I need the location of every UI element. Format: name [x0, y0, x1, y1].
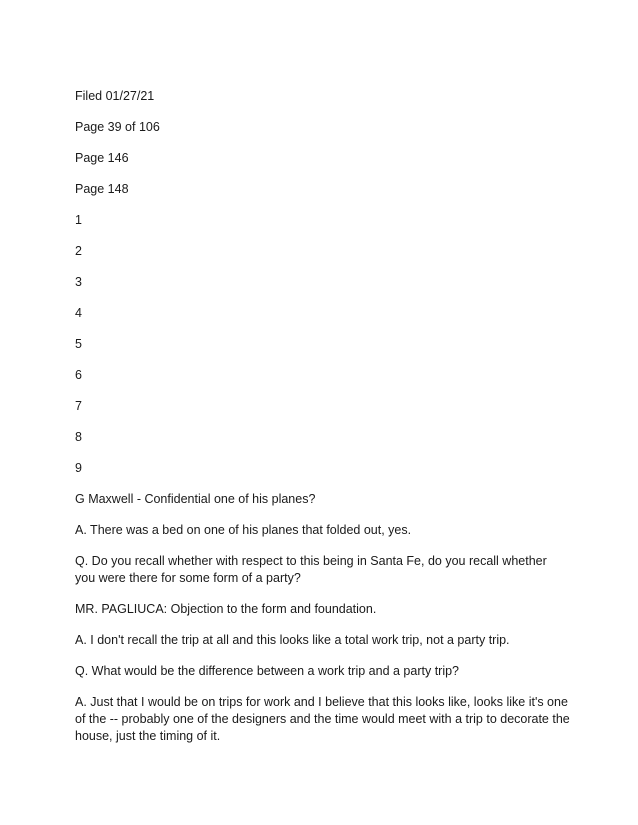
- page-start: Page 146: [75, 151, 129, 165]
- transcript-paragraph: A. There was a bed on one of his planes that folded out, yes.: [75, 523, 412, 537]
- page-of-count: Page 39 of 106: [75, 120, 160, 134]
- line-number: 5: [75, 337, 82, 351]
- page-end: Page 148: [75, 182, 129, 196]
- transcript-paragraph: A. I don't recall the trip at all and this looks like a total work trip, not a party trip.: [75, 633, 510, 647]
- transcript-paragraph: G Maxwell - Confidential one of his planes?: [75, 492, 316, 506]
- line-number: 4: [75, 306, 82, 320]
- line-number: 3: [75, 275, 82, 289]
- filed-date: Filed 01/27/21: [75, 89, 155, 103]
- line-number: 8: [75, 430, 82, 444]
- line-number: 6: [75, 368, 82, 382]
- line-number: 1: [75, 213, 82, 227]
- transcript-paragraph: Q. What would be the difference between a work trip and a party trip?: [75, 664, 460, 678]
- transcript-paragraph: MR. PAGLIUCA: Objection to the form and foundation.: [75, 602, 377, 616]
- line-number: 7: [75, 399, 82, 413]
- document-page: [75, 88, 570, 759]
- line-number: 2: [75, 244, 82, 258]
- line-number: 9: [75, 461, 82, 475]
- transcript-paragraph: Q. Do you recall whether with respect to this being in Santa Fe, do you recall whether you were there for some form of a party?: [75, 554, 547, 585]
- transcript-paragraph: A. Just that I would be on trips for work and I believe that this looks like, looks like it's one of the -- probably one of the designers and the time would meet with a trip to decorate the house, just the timing of it.: [75, 695, 570, 743]
